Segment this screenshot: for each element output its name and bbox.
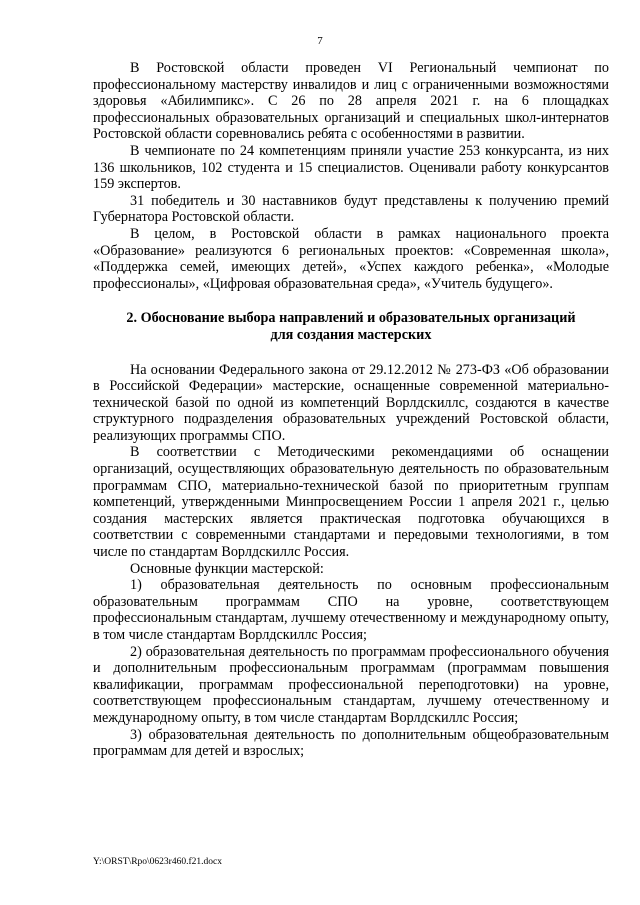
paragraph-abilympics: В Ростовской области проведен VI Региональный чемпионат по профессиональному мастерству инвалидов и лиц с ограниченными возможностями здоровья «Абилимпикс». С 26 по 28 апреля 2021 г. на 6 площадках профессиональных образовательных организаций и специальных школ-интернатов Ростовской области соревновались ребята с особенностями в развитии. bbox=[93, 60, 609, 143]
paragraph-national-project: В целом, в Ростовской области в рамках национального проекта «Образование» реализуются 6 региональных проектов: «Современная школа», «Поддержка семей, имеющих детей», «Успех каждого ребенка», «Молодые профессионалы», «Цифровая образовательная среда», «Учитель будущего». bbox=[93, 225, 609, 292]
paragraph-methodical-recommendations: В соответствии с Методическими рекомендациями об оснащении организаций, осуществляющих образовательную деятельность по образовательным программам СПО, материально-технической базой по приоритетным группам компетенций, утвержденными Минпросвещением России 1 апреля 2021 г., целью создания мастерских является практическая подготовка обучающихся в соответствии с современными стандартами и передовыми технологиями, в том числе по стандартам Ворлдскиллс Россия. bbox=[93, 444, 609, 561]
list-item-function-1: 1) образовательная деятельность по основным профессиональным образовательным программам СПО на уровне, соответствующем профессиональным стандартам, лучшему отечественному и международному опыту, в том числе стандартам Ворлдскиллс Россия; bbox=[93, 577, 609, 643]
paragraph-championship-stats: В чемпионате по 24 компетенциям приняли участие 253 конкурсанта, из них 136 школьников, 102 студента и 15 специалистов. Оценивали работу конкурсантов 159 экспертов. bbox=[93, 142, 609, 193]
spacer bbox=[93, 344, 609, 362]
spacer bbox=[93, 292, 609, 310]
page-number: 7 bbox=[317, 35, 323, 47]
paragraph-functions-intro: Основные функции мастерской: bbox=[130, 560, 324, 577]
paragraph-federal-law: На основании Федерального закона от 29.12.2012 № 273-ФЗ «Об образовании в Российской Федерации» мастерские, оснащенные современной материально-технической базой по одной из компетенций Ворлдскиллс, создаются в качестве структурного подразделения образовательных учреждений Ростовской области, реализующих программы СПО. bbox=[93, 361, 609, 444]
section-heading-line-2: для создания мастерских bbox=[270, 326, 432, 343]
paragraph-winners: 31 победитель и 30 наставников будут представлены к получению премий Губернатора Ростовской области. bbox=[93, 192, 609, 226]
section-heading bbox=[93, 310, 609, 343]
document-body bbox=[93, 60, 609, 760]
section-heading-line-1: 2. Обоснование выбора направлений и образовательных организаций bbox=[126, 310, 576, 327]
file-path-footer: Y:\ORST\Rpo\0623r460.f21.docx bbox=[93, 857, 222, 867]
list-item-function-2: 2) образовательная деятельность по программам профессионального обучения и дополнительным профессиональным программам (программам повышения квалификации, программам профессиональной переподготовки) на уровне, соответствующем профессиональным стандартам, лучшему отечественному и международному опыту, в том числе стандартам Ворлдскиллс Россия; bbox=[93, 643, 609, 726]
list-item-function-3: 3) образовательная деятельность по дополнительным общеобразовательным программам для детей и взрослых; bbox=[93, 726, 609, 760]
